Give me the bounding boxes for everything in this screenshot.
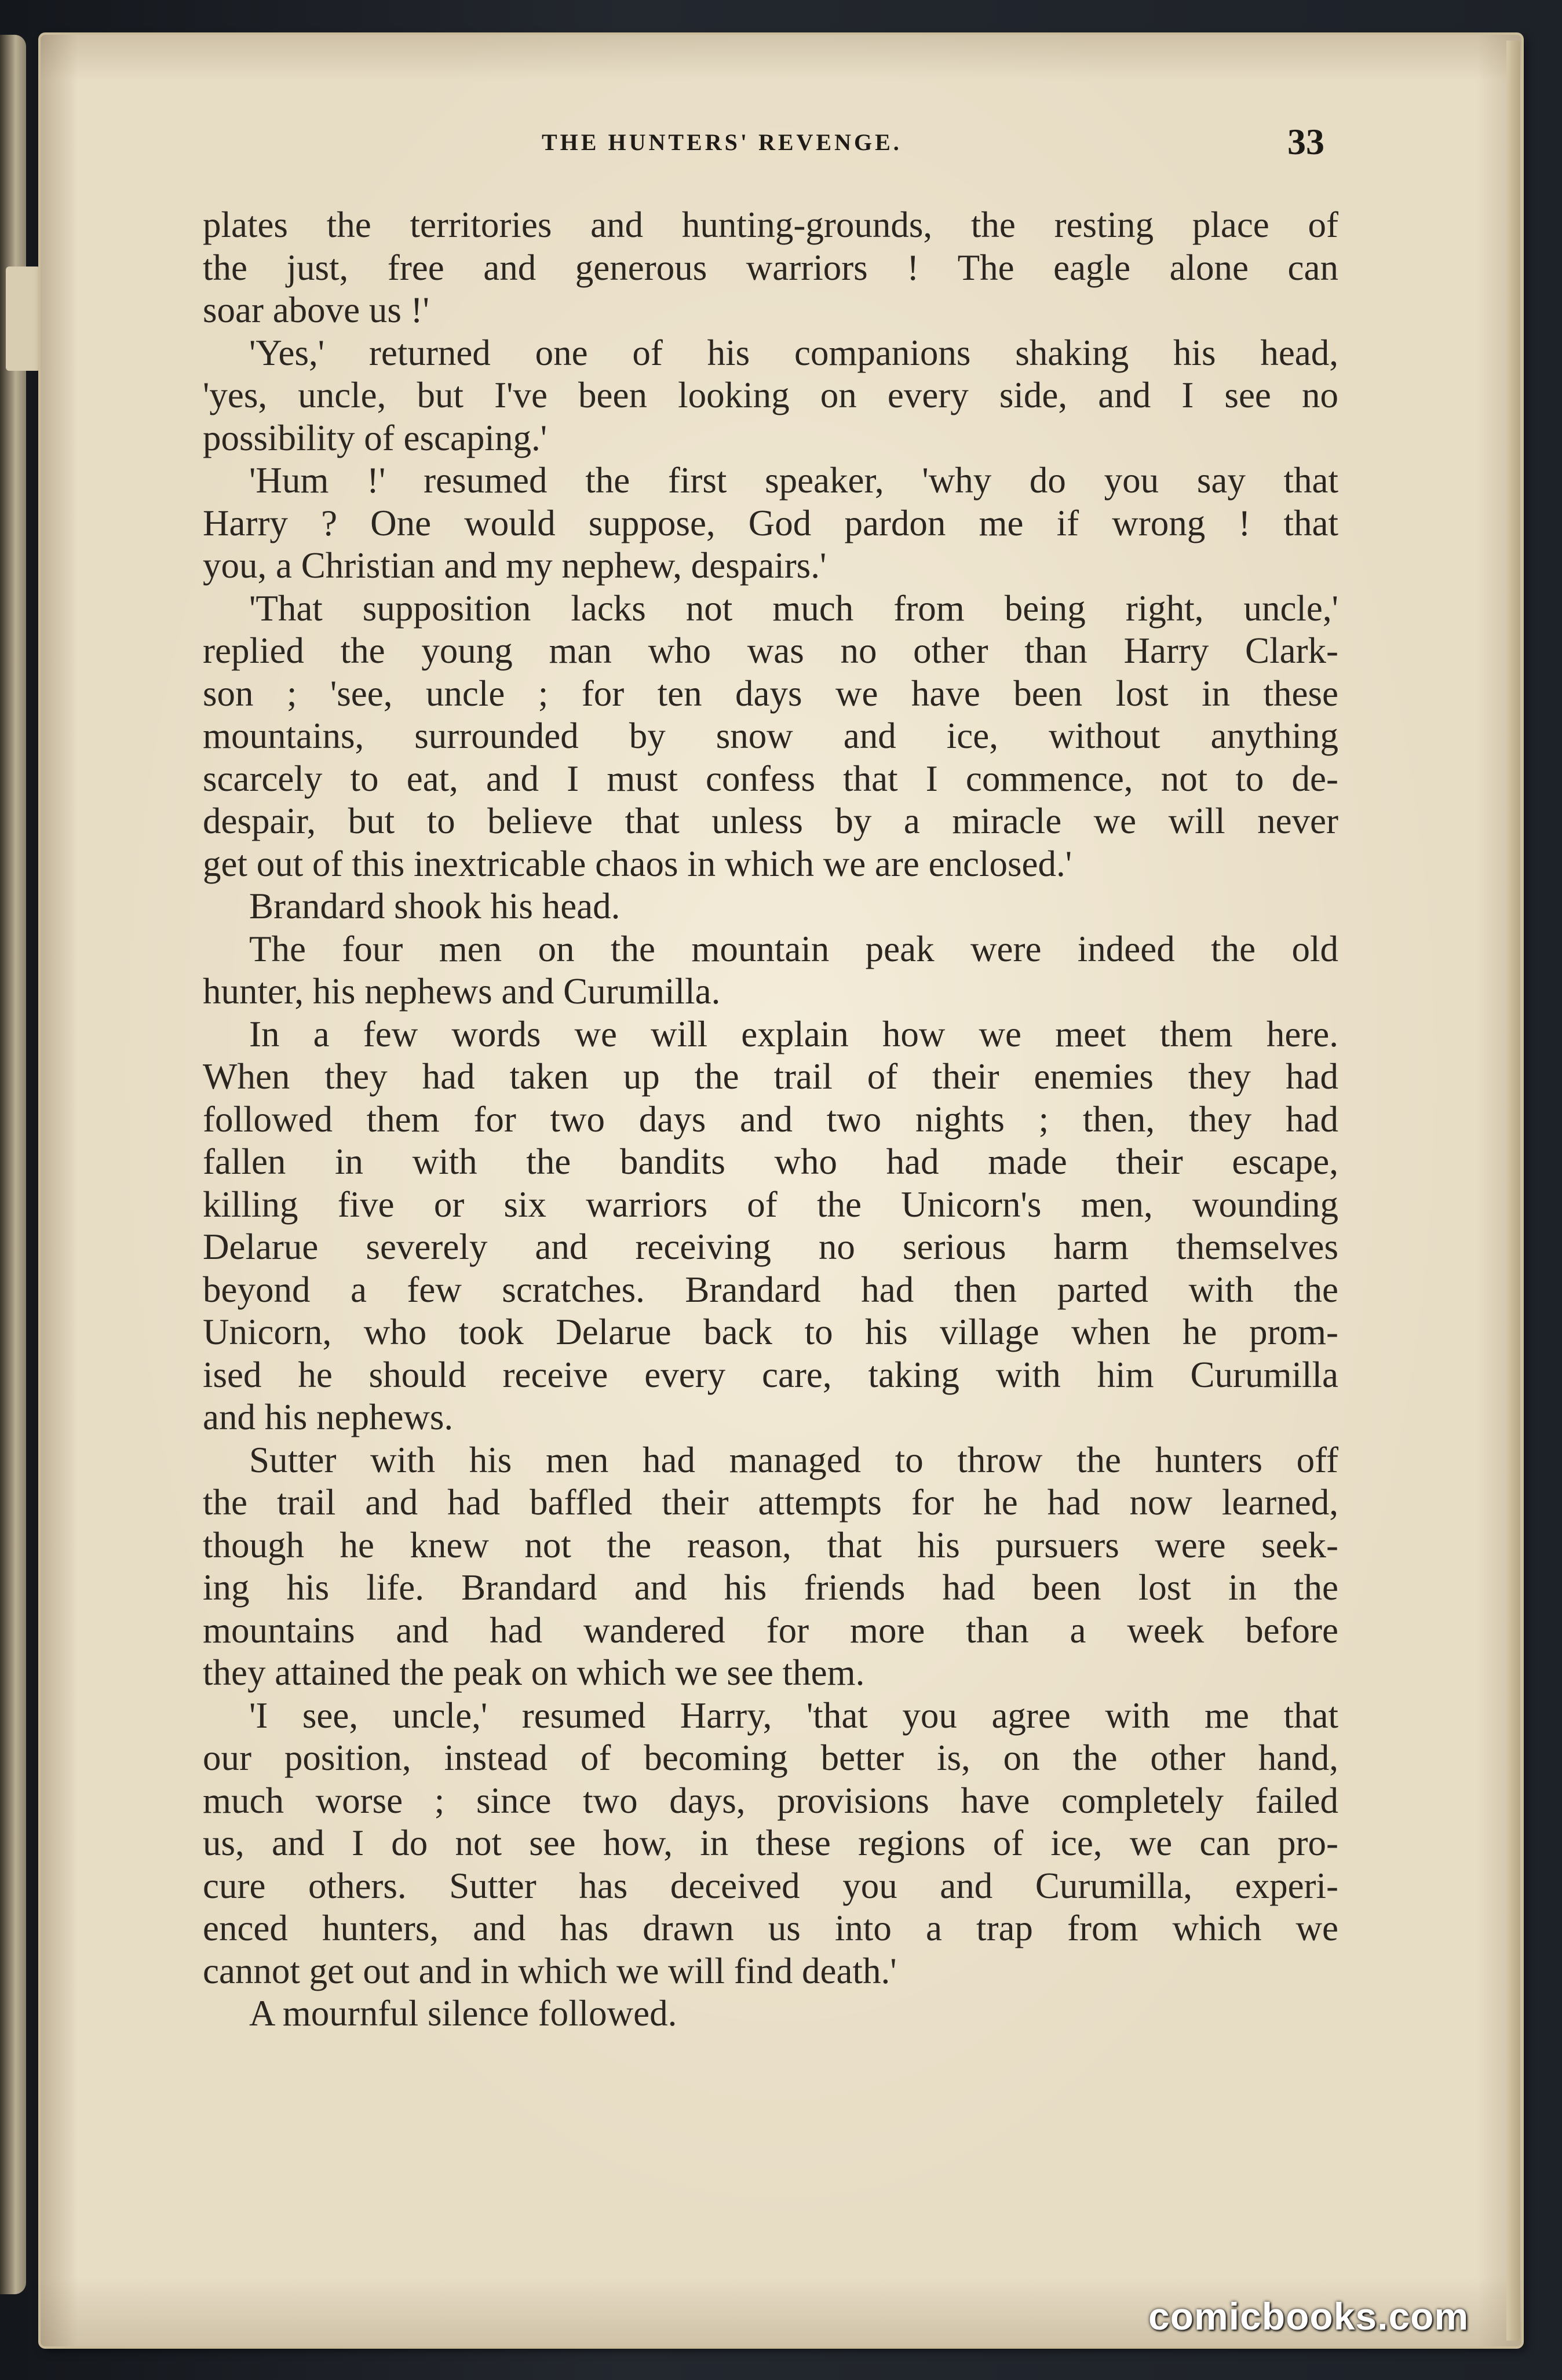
- facing-page-edge: [0, 35, 26, 2294]
- text-line: and his nephews.: [203, 1397, 454, 1437]
- text-line: plates the territories and hunting-grounds, the resting place of: [203, 205, 1338, 245]
- text-line: soar above us !': [203, 290, 429, 330]
- page-stack-edge: [1506, 41, 1520, 2341]
- running-head: THE HUNTERS' REVENGE.: [542, 129, 902, 155]
- text-line: you, a Christian and my nephew, despairs.': [203, 545, 827, 586]
- text-line: fallen in with the bandits who had made their escape,: [203, 1141, 1338, 1182]
- binding-tab: [6, 267, 41, 371]
- text-line: son ; 'see, uncle ; for ten days we have been lost in these: [203, 673, 1338, 714]
- text-line: Unicorn, who took Delarue back to his village when he prom-: [203, 1312, 1338, 1352]
- text-line: the trail and had baffled their attempts for he had now learned,: [203, 1482, 1338, 1523]
- text-line: Sutter with his men had managed to throw the hunters off: [249, 1439, 1338, 1480]
- text-line: mountains and had wandered for more than a week before: [203, 1609, 1338, 1651]
- text-line: Harry ? One would suppose, God pardon me if wrong ! that: [203, 502, 1338, 543]
- text-line: cure others. Sutter has deceived you and Curumilla, experi-: [203, 1865, 1338, 1906]
- text-line: possibility of escaping.': [203, 417, 548, 458]
- site-watermark: comicbooks.com: [1148, 2295, 1469, 2338]
- text-line: cannot get out and in which we will find death.': [203, 1950, 897, 1991]
- text-line: hunter, his nephews and Curumilla.: [203, 971, 721, 1012]
- text-line: get out of this inextricable chaos in which we are enclosed.': [203, 843, 1072, 884]
- text-line: despair, but to believe that unless by a miracle we will never: [203, 801, 1338, 841]
- text-line: the just, free and generous warriors ! The eagle alone can: [203, 247, 1338, 288]
- text-line: Delarue severely and receiving no serious harm themselves: [203, 1226, 1338, 1267]
- text-line: scarcely to eat, and I must confess that I commence, not to de-: [203, 758, 1338, 799]
- text-line: us, and I do not see how, in these regions of ice, we can pro-: [203, 1823, 1338, 1863]
- text-line: mountains, surrounded by snow and ice, without anything: [203, 716, 1338, 756]
- text-line: replied the young man who was no other than Harry Clark-: [203, 630, 1338, 671]
- text-line: killing five or six warriors of the Unicorn's men, wounding: [203, 1184, 1338, 1225]
- text-line: beyond a few scratches. Brandard had then parted with the: [203, 1269, 1338, 1310]
- text-line: though he knew not the reason, that his pursuers were seek-: [203, 1524, 1338, 1565]
- text-line: A mournful silence followed.: [249, 1993, 677, 2034]
- text-line: 'I see, uncle,' resumed Harry, 'that you agree with me that: [249, 1695, 1338, 1736]
- text-line: The four men on the mountain peak were indeed the old: [249, 928, 1338, 969]
- text-line: When they had taken up the trail of their enemies they had: [203, 1056, 1338, 1097]
- text-line: Brandard shook his head.: [249, 886, 621, 926]
- body-text: [203, 204, 1338, 2035]
- text-line: 'Yes,' returned one of his companions shaking his head,: [249, 332, 1338, 373]
- text-line: 'yes, uncle, but I've been looking on every side, and I see no: [203, 375, 1338, 415]
- text-line: our position, instead of becoming better is, on the other hand,: [203, 1737, 1338, 1778]
- text-line: ised he should receive every care, taking with him Curumilla: [203, 1354, 1338, 1395]
- text-line: followed them for two days and two nights ; then, they had: [203, 1098, 1338, 1140]
- text-line: 'Hum !' resumed the first speaker, 'why do you say that: [249, 460, 1338, 501]
- text-line: they attained the peak on which we see them.: [203, 1652, 865, 1693]
- page-number: 33: [1287, 121, 1324, 162]
- text-line: much worse ; since two days, provisions have completely failed: [203, 1780, 1338, 1821]
- text-line: ing his life. Brandard and his friends had been lost in the: [203, 1567, 1338, 1608]
- text-line: 'That supposition lacks not much from being right, uncle,': [249, 587, 1338, 629]
- text-line: In a few words we will explain how we meet them here.: [249, 1013, 1338, 1054]
- text-line: enced hunters, and has drawn us into a trap from which we: [203, 1908, 1338, 1948]
